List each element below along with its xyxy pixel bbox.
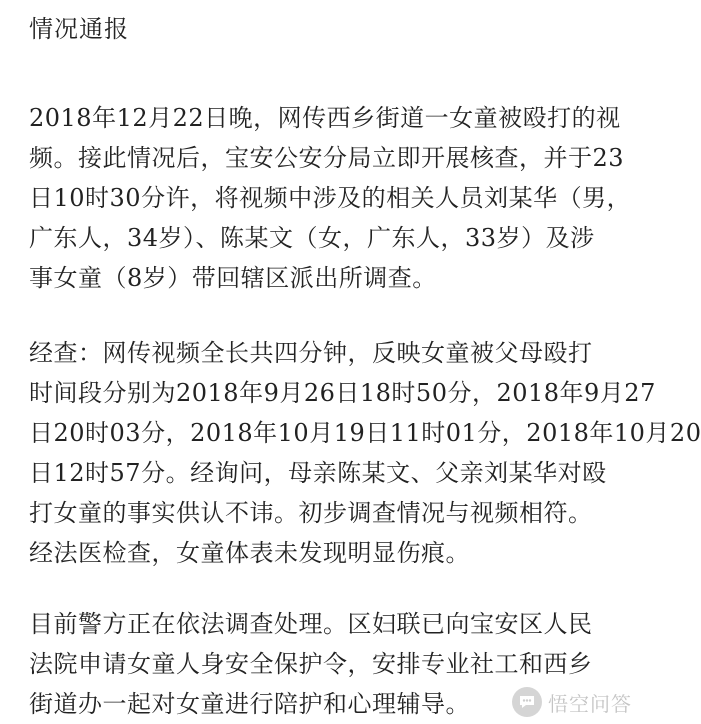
text-line: 日20时03分，2018年10月19日11时01分，2018年10月20 <box>29 419 701 447</box>
text-line: 经查：网传视频全长共四分钟，反映女童被父母殴打 <box>29 339 593 367</box>
text-line: 目前警方正在依法调查处理。区妇联已向宝安区人民 <box>29 610 593 638</box>
text-line: 时间段分别为2018年9月26日18时50分，2018年9月27 <box>29 379 656 407</box>
watermark-text: 悟空问答 <box>548 691 632 716</box>
text-line: 频。接此情况后，宝安公安分局立即开展核查，并于23 <box>29 144 625 172</box>
document-title: 情况通报 <box>29 15 129 43</box>
text-line: 经法医检查，女童体表未发现明显伤痕。 <box>29 539 470 567</box>
text-line: 广东人，34岁）、陈某文（女，广东人，33岁）及涉 <box>29 224 595 252</box>
watermark <box>512 687 632 717</box>
text-line: 日12时57分。经询问，母亲陈某文、父亲刘某华对殴 <box>29 459 607 487</box>
text-line: 打女童的事实供认不讳。初步调查情况与视频相符。 <box>29 499 593 527</box>
chat-bubble-icon-svg <box>517 692 537 712</box>
text-line: 日10时30分许，将视频中涉及的相关人员刘某华（男， <box>29 184 632 212</box>
text-line: 街道办一起对女童进行陪护和心理辅导。 <box>29 690 470 718</box>
paragraph-findings <box>29 333 701 573</box>
chat-bubble-icon <box>512 687 542 717</box>
text-line: 2018年12月22日晚，网传西乡街道一女童被殴打的视 <box>29 104 621 132</box>
text-line: 事女童（8岁）带回辖区派出所调查。 <box>29 264 437 292</box>
paragraph-incident <box>29 98 632 298</box>
text-line: 法院申请女童人身安全保护令，安排专业社工和西乡 <box>29 650 593 678</box>
